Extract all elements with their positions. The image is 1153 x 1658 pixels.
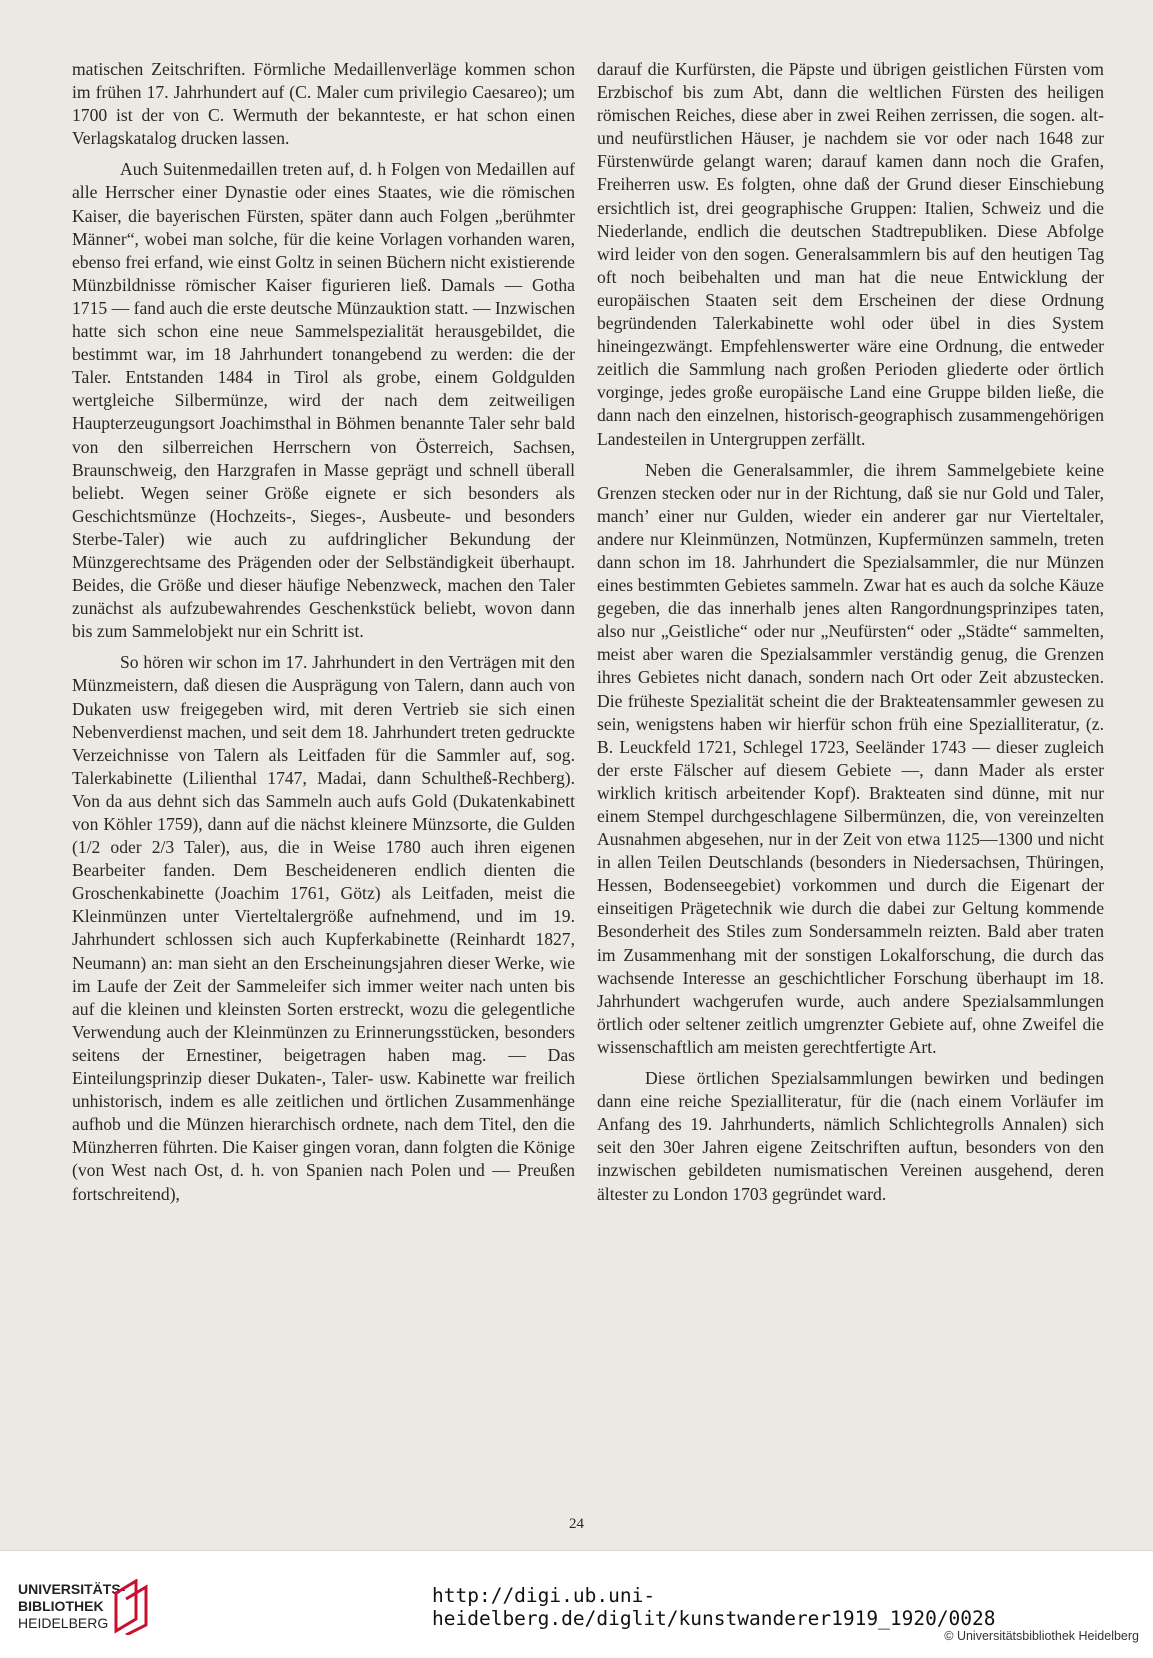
logo-line: UNIVERSITÄTS-: [18, 1581, 126, 1597]
copyright-notice: © Universitätsbibliothek Heidelberg: [944, 1629, 1139, 1643]
viewer-footer: [0, 1550, 1153, 1658]
paragraph: So hören wir schon im 17. Jahrhundert in den Verträgen mit den Münzmeistern, daß diesen die Ausprägung von Talern, dann auch von Dukaten usw freigegeben wird, mit deren Vertrieb sie sich einen Nebenverdienst machen, und seit dem 18. Jahrhundert treten gedruckte Verzeichnisse von Talern als Leitfaden für die Sammler auf, sog. Talerkabinette (Lilienthal 1747, Madai, dann Schultheß-Rechberg). Von da aus dehnt sich das Sammeln auch aufs Gold (Dukatenkabinett von Köhler 1759), dann auf die nächst kleinere Münzsorte, die Gulden (1/2 oder 2/3 Taler), aus, die in Weise 1780 auch ihren eigenen Bearbeiter fanden. Dem Bescheideneren endlich dienten die Groschenkabinette (Joachim 1761, Götz) als Leitfaden, meist die Kleinmünzen unter Vierteltalergröße aufnehmend, und im 19. Jahrhundert schlossen sich auch Kupferkabinette (Reinhardt 1827, Neumann) an: man sieht an den Erscheinungsjahren dieser Werke, wie im Laufe der Zeit der Sammeleifer sich immer weiter nach unten bis auf die kleinen und kleinsten Sorten erstreckt, wozu die gelegentliche Verwendung auch der Kleinmünzen zu Erinnerungsstücken, besonders seitens der Ernestiner, beigetragen haben mag. — Das Einteilungsprinzip dieser Dukaten-, Taler- usw. Kabinette war freilich unhistorisch, indem es alle zeitlichen und örtlichen Zusammenhänge aufhob und die Münzen hierarchisch ordnete, nach dem Titel, den die Münzherren führten. Die Kaiser gingen voran, dann folgten die Könige (von West nach Ost, d. h. von Spanien nach Polen und — Preußen fortschreitend),: [72, 652, 575, 1204]
library-logo-icon: [110, 1579, 156, 1635]
permalink-url[interactable]: http://digi.ub.uni-heidelberg.de/diglit/kunstwanderer1919_1920/0028: [432, 1584, 996, 1630]
paragraph: matischen Zeitschriften. Förmliche Medaillenverläge kommen schon im frühen 17. Jahrhundert auf (C. Maler cum privilegio Caesareo); um 1700 ist der von C. Wermuth der bekannteste, er hat schon einen Verlagskatalog drucken lassen.: [72, 59, 575, 149]
logo-line: BIBLIOTHEK: [18, 1598, 104, 1614]
paragraph: darauf die Kurfürsten, die Päpste und übrigen geistlichen Fürsten vom Erzbischof bis zum Abt, dann die weltlichen Fürsten des heiligen römischen Reiches, diese aber in zwei Reihen zerrissen, die sogen. alt- und neufürstlichen Häuser, je nachdem sie vor oder nach 1648 zur Fürstenwürde gelangt waren; darauf kamen dann noch die Grafen, Freiherren usw. Es folgten, ohne daß der Grund dieser Einschiebung ersichtlich ist, drei geographische Gruppen: Italien, Schweiz und die Niederlande, endlich die deutschen Stadtrepubliken. Diese Abfolge wird leider von den sogen. Generalsammlern bis auf den heutigen Tag oft noch beibehalten und man hat die neue Entwicklung der europäischen Staaten seit dem Erscheinen der diese Ordnung begründenden Talerkabinette wohl oder übel in dies System hineingezwängt. Empfehlenswerter wäre eine Ordnung, die entweder zeitlich die Sammlung nach großen Perioden gliederte oder örtlich vorginge, jedes große europäische Land eine Gruppe bilden ließe, die dann nach den einzelnen, historisch-geographisch zusammengehörigen Landesteilen in Untergruppen zerfällt.: [597, 59, 1104, 449]
paragraph: Auch Suitenmedaillen treten auf, d. h Folgen von Medaillen auf alle Herrscher einer Dynastie oder eines Staates, wie die römischen Kaiser, die bayerischen Fürsten, später dann auch Folgen „berühmter Männer“, wobei man solche, für die keine Vorlagen vorhanden waren, ebenso frei erfand, wie einst Goltz in seinen Büchern nicht existierende Münzbildnisse römischer Kaiser figurieren ließ. Damals — Gotha 1715 — fand auch die erste deutsche Münzauktion statt. — Inzwischen hatte sich schon eine neue Sammelspezialität herausgebildet, die bestimmt war, im 18 Jahrhundert tonangebend zu werden: die der Taler. Entstanden 1484 in Tirol als grobe, einem Goldgulden wertgleiche Silbermünze, wird der nach dem zeitweiligen Haupterzeugungsort Joachimsthal in Böhmen benannte Taler sehr bald von den silberreichen Herrschern von Österreich, Sachsen, Braunschweig, den Harzgrafen in Masse geprägt und schnell überall beliebt. Wegen seiner Größe eignete er sich besonders als Geschichtsmünze (Hochzeits-, Sieges-, Ausbeute- und besonders Sterbe-Taler) wie auch zu aufdringlicher Bekundung der Münzgerechtsame des Prägenden oder der Selbständigkeit überhaupt. Beides, die Größe und dieser häufige Nebenzweck, machen den Taler zunächst als aufzubewahrendes Geschenkstück beliebt, wovon dann bis zum Sammelobjekt nur ein Schritt ist.: [72, 159, 575, 642]
left-column: [72, 58, 575, 1206]
right-column: [597, 58, 1104, 1206]
paragraph: Diese örtlichen Spezialsammlungen bewirken und bedingen dann eine reiche Spezialliteratur, für die (nach einem Vorläufer im Anfang des 19. Jahrhunderts, nämlich Schlichtegrolls Annalen) sich seit den 30er Jahren eigene Zeitschriften auftun, besonders von den inzwischen gebildeten numismatischen Vereinen ausgehend, deren ältester zu London 1703 gegründet ward.: [597, 1068, 1104, 1204]
page-number: 24: [569, 1516, 584, 1532]
paragraph: Neben die Generalsammler, die ihrem Sammelgebiete keine Grenzen stecken oder nur in der Richtung, daß sie nur Gold und Taler, manch’ einer nur Gulden, wieder ein anderer gar nur Vierteltaler, andere nur Kleinmünzen, Notmünzen, Kupfermünzen sammeln, treten dann schon im 18. Jahrhundert die Spezialsammler, die nur Münzen eines bestimmten Gebietes sammeln. Zwar hat es auch da solche Käuze gegeben, die das innerhalb jenes alten Rangordnungsprinzipes taten, also nur „Geistliche“ oder nur „Neufürsten“ oder „Städte“ sammelten, meist aber waren die Spezialsammler verständig genug, die Grenzen ihres Gebietes nicht danach, sondern nach Ort oder Zeit abzustecken. Die früheste Spezialität scheint die der Brakteatensammler gewesen zu sein, wenigstens haben wir hierfür schon früh eine Spezialliteratur, (z. B. Leuckfeld 1721, Schlegel 1723, Seeländer 1743 — dieser zugleich der erste Fälscher auf diesem Gebiete —, dann Mader als erster wirklich kritisch arbeitender Kopf). Brakteaten sind dünne, mit nur einem Stempel durchgeschlagene Silbermünzen, die, von vereinzelten Ausnahmen abgesehen, nur in der Zeit von etwa 1125—1300 und nicht in allen Teilen Deutschlands (besonders in Niedersachsen, Thüringen, Hessen, Bodenseegebiet) vorkommen und durch die Eigenart der einseitigen Prägetechnik wie durch die dabei zur Geltung kommende Besonderheit des Stiles zum Sondersammeln reizten. Bald aber traten im Zusammenhang mit der sonstigen Lokalforschung, die durch das wachsende Interesse an geschichtlicher Forschung überhaupt im 18. Jahrhundert wachgerufen wurde, auch andere Spezialsammlungen örtlich oder seltener zeitlich umgrenzter Gebiete auf, ohne Zweifel die wissenschaftlich am meisten gerechtfertigte Art.: [597, 459, 1104, 1057]
logo-line: HEIDELBERG: [18, 1615, 109, 1631]
